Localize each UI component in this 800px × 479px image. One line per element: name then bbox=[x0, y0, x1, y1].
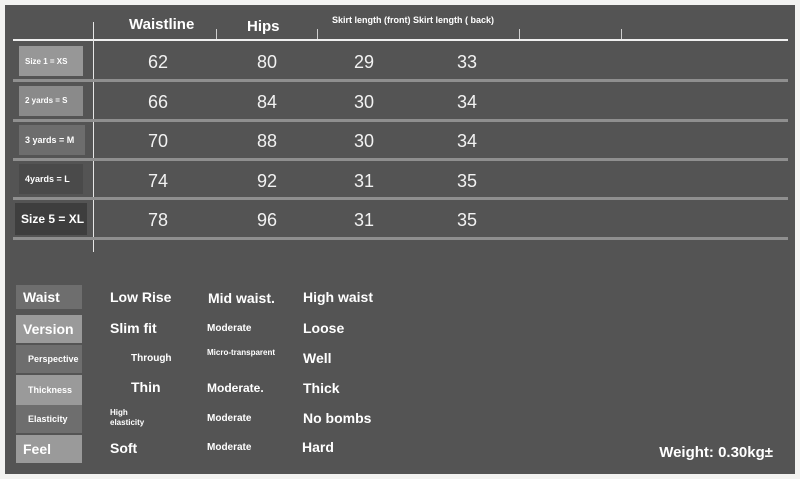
attribute-label: Elasticity bbox=[16, 405, 82, 433]
skirt-back-value: 35 bbox=[457, 210, 478, 230]
waistline-value: 66 bbox=[148, 92, 169, 112]
size-chart-panel bbox=[5, 5, 795, 474]
attribute-option: Slim fit bbox=[110, 320, 157, 336]
attribute-option: Moderate bbox=[207, 442, 252, 453]
header-divider bbox=[519, 29, 520, 39]
attribute-option: Moderate bbox=[207, 323, 252, 334]
skirt-front-value: 30 bbox=[354, 131, 375, 151]
skirt-front-value: 29 bbox=[354, 52, 375, 72]
attribute-option: Thin bbox=[131, 379, 161, 395]
waistline-value: 62 bbox=[148, 52, 169, 72]
header-skirt-length: Skirt length (front) Skirt length ( back) bbox=[332, 15, 495, 25]
waistline-value: 78 bbox=[148, 210, 169, 230]
skirt-front-value: 31 bbox=[354, 210, 375, 230]
header-divider bbox=[621, 29, 622, 39]
header-rule bbox=[13, 39, 788, 41]
attribute-option: Through bbox=[131, 353, 172, 364]
size-label: 3 yards = M bbox=[19, 125, 85, 155]
row-divider bbox=[13, 119, 788, 122]
weight-text: Weight: 0.30kg± bbox=[659, 444, 773, 461]
attribute-option: High elasticity bbox=[110, 408, 145, 427]
attribute-label: Thickness bbox=[16, 375, 82, 405]
header-divider bbox=[216, 29, 217, 39]
skirt-back-value: 34 bbox=[457, 131, 478, 151]
attribute-option: Moderate. bbox=[207, 381, 264, 395]
attribute-option: Well bbox=[303, 350, 332, 366]
attribute-option: Thick bbox=[303, 380, 340, 396]
attribute-option: Moderate bbox=[207, 413, 252, 424]
attribute-option: No bombs bbox=[303, 410, 372, 426]
hips-value: 88 bbox=[257, 131, 278, 151]
attribute-option: Mid waist. bbox=[208, 290, 275, 306]
attribute-option: Loose bbox=[303, 320, 345, 336]
row-divider bbox=[13, 237, 788, 240]
hips-value: 80 bbox=[257, 52, 278, 72]
size-label: 4yards = L bbox=[19, 164, 83, 194]
skirt-back-value: 33 bbox=[457, 52, 478, 72]
waistline-value: 70 bbox=[148, 131, 169, 151]
attribute-option: Micro-transparent bbox=[207, 348, 276, 357]
waistline-value: 74 bbox=[148, 171, 169, 191]
attribute-option: Hard bbox=[302, 439, 334, 455]
hips-value: 96 bbox=[257, 210, 278, 230]
attribute-label: Feel bbox=[16, 435, 82, 463]
hips-value: 84 bbox=[257, 92, 278, 112]
size-label: Size 1 = XS bbox=[19, 46, 83, 76]
header-hips: Hips bbox=[247, 18, 280, 35]
size-label: Size 5 = XL bbox=[15, 203, 87, 235]
hips-value: 92 bbox=[257, 171, 278, 191]
row-divider bbox=[13, 158, 788, 161]
row-divider bbox=[13, 79, 788, 82]
size-column-rule bbox=[93, 22, 94, 252]
skirt-back-value: 35 bbox=[457, 171, 478, 191]
skirt-back-value: 34 bbox=[457, 92, 478, 112]
attribute-option: Low Rise bbox=[110, 289, 172, 305]
size-label: 2 yards = S bbox=[19, 86, 83, 116]
attribute-label: Waist bbox=[16, 285, 82, 309]
skirt-front-value: 31 bbox=[354, 171, 375, 191]
attribute-label: Version bbox=[16, 315, 82, 343]
header-waistline: Waistline bbox=[129, 16, 195, 33]
attribute-option: Soft bbox=[110, 440, 138, 456]
attribute-label: Perspective bbox=[16, 345, 82, 373]
row-divider bbox=[13, 197, 788, 200]
header-divider bbox=[317, 29, 318, 39]
skirt-front-value: 30 bbox=[354, 92, 375, 112]
attribute-option: High waist bbox=[303, 289, 374, 305]
